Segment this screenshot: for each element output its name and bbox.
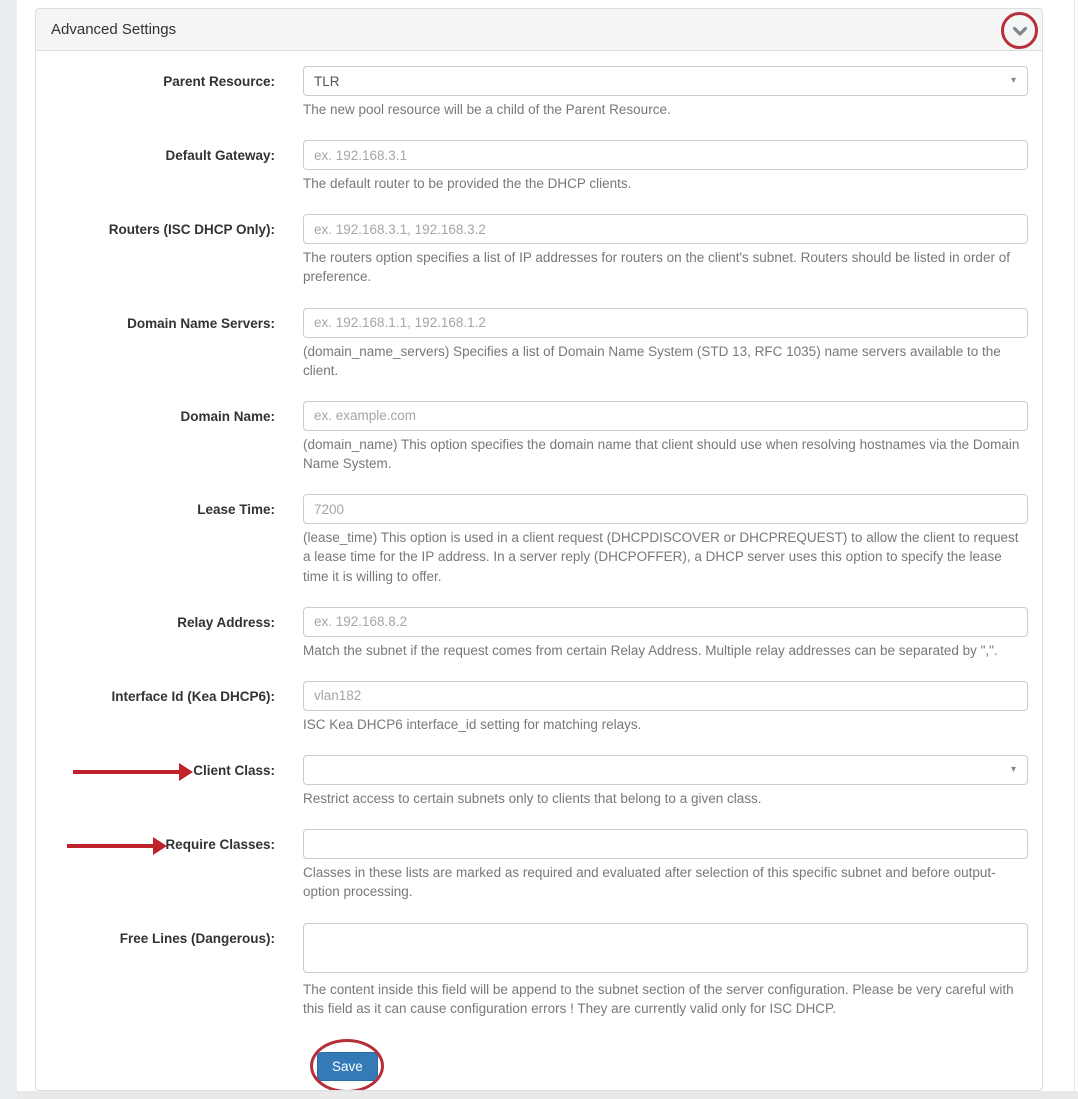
interface-id-label: Interface Id (Kea DHCP6): bbox=[111, 688, 275, 704]
parent-resource-label: Parent Resource: bbox=[163, 74, 275, 89]
domain-name-input[interactable] bbox=[303, 401, 1028, 431]
parent-resource-value: TLR bbox=[314, 73, 340, 89]
parent-resource-select[interactable] bbox=[303, 66, 1028, 96]
routers-label: Routers (ISC DHCP Only): bbox=[108, 222, 275, 238]
form-row-parent-resource bbox=[51, 66, 1028, 127]
panel-body bbox=[36, 51, 1042, 1091]
chevron-down-icon: ▾ bbox=[1010, 764, 1016, 776]
form-row-client-class bbox=[51, 755, 1028, 816]
form-row-relay-address bbox=[51, 607, 1028, 668]
form-row-domain-name bbox=[51, 401, 1028, 481]
routers-input[interactable] bbox=[303, 214, 1028, 244]
save-button[interactable]: Save bbox=[317, 1052, 378, 1081]
domain-name-label: Domain Name: bbox=[180, 408, 275, 424]
free-lines-label: Free Lines (Dangerous): bbox=[119, 930, 275, 946]
page-left-gutter bbox=[0, 0, 17, 1099]
domain-name-help: (domain_name) This option specifies the domain name that client should use when resolving hostnames via the Domain Name System. bbox=[303, 436, 1020, 472]
domain-name-servers-help: (domain_name_servers) Specifies a list of Domain Name System (STD 13, RFC 1035) name servers available to the client. bbox=[303, 343, 1001, 378]
default-gateway-label: Default Gateway: bbox=[165, 148, 275, 164]
panel-title: Advanced Settings bbox=[51, 21, 177, 38]
form-row-free-lines bbox=[51, 923, 1028, 1026]
domain-name-servers-input[interactable] bbox=[303, 308, 1028, 338]
chevron-down-icon[interactable] bbox=[1012, 23, 1028, 39]
lease-time-label: Lease Time: bbox=[197, 502, 275, 518]
form-row-default-gateway bbox=[51, 140, 1028, 201]
form-row-routers bbox=[51, 214, 1028, 294]
page-bottom-gutter bbox=[17, 1091, 1078, 1099]
lease-time-help: (lease_time) This option is used in a client request (DHCPDISCOVER or DHCPREQUEST) to allow the client to request a lease time for the IP address. In a server reply (DHCPOFFER), a DHCP server uses this option to specify the lease time it is willing to offer. bbox=[303, 530, 1019, 584]
require-classes-label: Require Classes: bbox=[165, 837, 275, 853]
client-class-label: Client Class: bbox=[193, 763, 275, 779]
panel-header bbox=[36, 9, 1042, 51]
chevron-down-icon: ▾ bbox=[1010, 75, 1016, 86]
routers-help: The routers option specifies a list of IP addresses for routers on the client's subnet. Routers should be listed in order of preference. bbox=[303, 250, 1010, 285]
domain-name-servers-label: Domain Name Servers: bbox=[127, 315, 275, 331]
save-row bbox=[303, 1039, 1028, 1091]
default-gateway-help: The default router to be provided the the DHCP clients. bbox=[303, 176, 632, 192]
relay-address-input[interactable] bbox=[303, 607, 1028, 637]
form-row-interface-id bbox=[51, 681, 1028, 742]
form-row-domain-name-servers bbox=[51, 308, 1028, 388]
client-class-select[interactable] bbox=[303, 755, 1028, 785]
form-row-lease-time bbox=[51, 494, 1028, 593]
parent-resource-help: The new pool resource will be a child of the Parent Resource. bbox=[303, 102, 671, 117]
interface-id-help: ISC Kea DHCP6 interface_id setting for matching relays. bbox=[303, 716, 642, 732]
free-lines-textarea[interactable] bbox=[303, 923, 1028, 973]
default-gateway-input[interactable] bbox=[303, 140, 1028, 170]
lease-time-input[interactable] bbox=[303, 494, 1028, 524]
advanced-settings-panel bbox=[35, 8, 1043, 1091]
relay-address-label: Relay Address: bbox=[177, 614, 275, 630]
collapse-control bbox=[1001, 12, 1038, 49]
require-classes-input[interactable] bbox=[303, 829, 1028, 859]
form-row-require-classes bbox=[51, 829, 1028, 909]
relay-address-help: Match the subnet if the request comes from certain Relay Address. Multiple relay addresses can be separated by ",". bbox=[303, 642, 998, 658]
interface-id-input[interactable] bbox=[303, 681, 1028, 711]
page-right-edge bbox=[1074, 0, 1075, 1099]
free-lines-help: The content inside this field will be append to the subnet section of the server configuration. Please be very careful with this field as it can cause configuration errors ! They are currently valid only for ISC DHCP. bbox=[303, 981, 1014, 1016]
client-class-help: Restrict access to certain subnets only to clients that belong to a given class. bbox=[303, 791, 762, 807]
require-classes-help: Classes in these lists are marked as required and evaluated after selection of this specific subnet and before output-option processing. bbox=[303, 865, 996, 900]
